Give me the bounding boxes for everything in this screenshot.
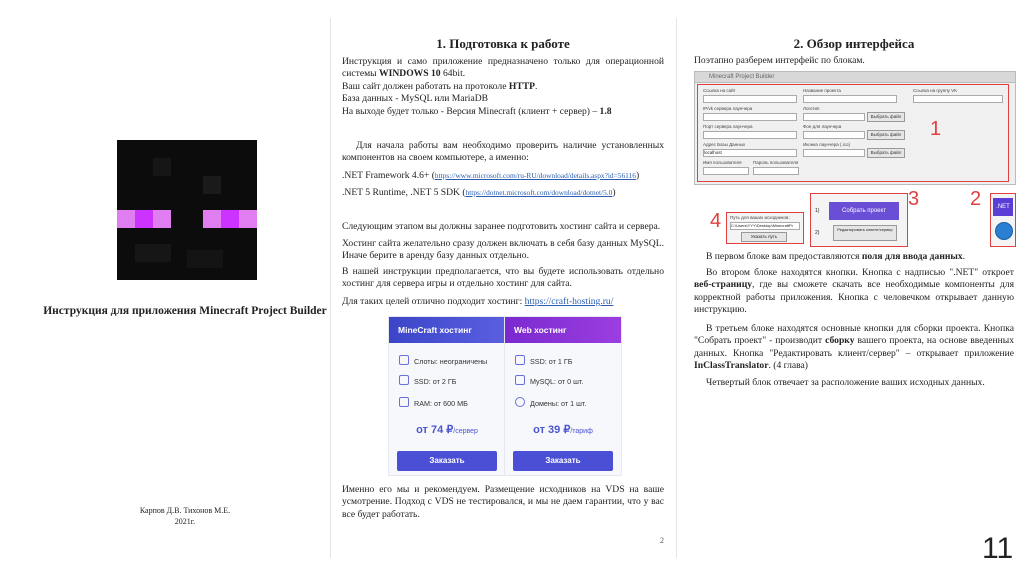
field-label: Логотип	[803, 106, 820, 111]
year: 2021г.	[174, 517, 196, 526]
field-label: Адрес Базы Данных	[703, 142, 746, 147]
block-2-frame	[990, 193, 1016, 247]
block-number-4: 4	[710, 210, 722, 232]
project-name-input[interactable]	[803, 95, 897, 103]
card-feature: SSD: от 1 ГБ	[515, 355, 573, 366]
icon-input[interactable]	[803, 149, 865, 157]
globe-icon	[515, 397, 525, 407]
site-url-input[interactable]	[703, 95, 797, 103]
field-label: IP/vk сервера лаунчера	[703, 106, 753, 111]
hosting-recommend-line: Для таких целей отлично подходит хостинг: https://craft-hosting.ru/	[342, 296, 614, 307]
field-label: Порт сервера лаунчера	[703, 124, 753, 129]
page-divider	[330, 18, 331, 558]
document-title: Инструкция для приложения Minecraft Project Builder	[43, 305, 327, 317]
set-path-button[interactable]: Указать путь	[741, 232, 787, 242]
field-label: Иконка лаунчера (.ico)	[803, 142, 850, 147]
hosting-db-paragraph: Хостинг сайта желательно сразу должен включать в себя базу данных MySQL. Иначе берите в аренду базу данных отдельно.	[342, 238, 664, 262]
field-label: Ссылка на группу VK	[913, 88, 958, 93]
authors-block	[60, 505, 310, 527]
web-hosting-card	[504, 316, 622, 476]
choose-file-button[interactable]: Выбрать файл	[867, 112, 905, 122]
edit-client-server-button[interactable]: Редактировать клиент/сервер	[833, 225, 897, 241]
launcher-ip-input[interactable]	[703, 113, 797, 121]
password-input[interactable]	[753, 167, 799, 175]
path-label: Путь для ваших исходников:	[730, 215, 790, 220]
intro-line: Поэтапно разберем интерфейс по блокам.	[694, 55, 865, 66]
page-number: 2	[660, 536, 664, 545]
choose-file-button[interactable]: Выбрать файл	[867, 130, 905, 140]
choose-file-button[interactable]: Выбрать файл	[867, 148, 905, 158]
block-3-frame	[810, 193, 908, 247]
field-label: Фон для лаунчера	[803, 124, 842, 129]
field-label: Название проекта	[803, 88, 841, 93]
slide-number: 11	[982, 532, 1014, 565]
launcher-port-input[interactable]	[703, 131, 797, 139]
field-label: Пароль пользователя	[753, 160, 799, 165]
field-label: Ссылка на сайт	[703, 88, 736, 93]
username-input[interactable]	[703, 167, 749, 175]
help-person-icon[interactable]	[995, 222, 1013, 240]
block2-description: Во втором блоке находятся кнопки. Кнопка с надписью ".NET" откроет веб-страницу, где вы сможете скачать все необходимые компоненты для корректной работы приложения. Кнопка с человечком открывает данную инструкцию.	[694, 267, 1014, 316]
order-button[interactable]: Заказать	[397, 451, 497, 471]
card-title: MineCraft хостинг	[389, 317, 505, 343]
recommend-paragraph: Именно его мы и рекомендуем. Размещение исходников на VDS на ваше усмотрение. Подход с VDS не тестировался, и мы не даем гарантии, что у вас все будет работать.	[342, 484, 664, 520]
window-title: Minecraft Project Builder	[695, 72, 1015, 83]
field-label: Имя пользователя	[703, 160, 742, 165]
section-heading: 1. Подготовка к работе	[436, 36, 570, 51]
enderman-skin-image	[117, 140, 257, 280]
vk-url-input[interactable]	[913, 95, 1003, 103]
ssd-icon	[399, 375, 409, 385]
card-feature: MySQL: от 0 шт.	[515, 375, 583, 386]
card-title: Web хостинг	[505, 317, 621, 343]
net-button[interactable]: .NET	[993, 198, 1013, 216]
build-project-button[interactable]: Собрать проект	[829, 202, 899, 220]
db-address-input[interactable]: localhost	[703, 149, 797, 157]
net-framework-line: .NET Framework 4.6+ (https://www.microsoft.com/ru-RU/download/details.aspx?id=56116)	[342, 170, 640, 181]
check-paragraph: Для начала работы вам необходимо проверить наличие установленных компонентов на своем компьютере, а именно:	[342, 140, 664, 164]
card-feature: SSD: от 2 ГБ	[399, 375, 457, 386]
app-window-screenshot	[694, 71, 1016, 185]
net5-line: .NET 5 Runtime, .NET 5 SDK (https://dotnet.microsoft.com/download/dotnet/5.0)	[342, 187, 616, 198]
authors: Карпов Д.В. Тихонов М.Е.	[139, 506, 231, 515]
block4-description: Четвертый блок отвечает за расположение ваших исходных данных.	[706, 377, 985, 388]
card-feature: Слоты: неограничены	[399, 355, 487, 366]
ram-icon	[399, 397, 409, 407]
block3-description: В третьем блоке находятся основные кнопки для сборки проекта. Кнопка "Собрать проект" - производит сборку вашего проекта, на основе введенных данных. Кнопка "Редактировать клиент/сервер" – открывает приложение InClassTranslator. (4 глава)	[694, 323, 1014, 372]
net-framework-link[interactable]: https://www.microsoft.com/ru-RU/download/details.aspx?id=56116	[434, 171, 636, 180]
step-label: 2)	[815, 230, 820, 236]
minecraft-hosting-card	[388, 316, 506, 476]
intro-paragraph: Инструкция и само приложение предназначено только для операционной системы WINDOWS 10 64bit. Ваш сайт должен работать на протоколе HTTP. База данных - MySQL или MariaDB На выходе будет только - Версия Minecraft (клиент + сервер) – 1.8	[342, 56, 664, 117]
card-price: от 39 ₽/тариф	[533, 424, 593, 436]
block-number-3: 3	[908, 188, 920, 210]
path-input[interactable]: C:\Users\YYY\Desktop\MinecraftPr	[730, 222, 800, 230]
ssd-icon	[515, 355, 525, 365]
step-label: 1)	[815, 208, 820, 214]
database-icon	[515, 375, 525, 385]
order-button[interactable]: Заказать	[513, 451, 613, 471]
logo-input[interactable]	[803, 113, 865, 121]
card-feature: RAM: от 600 МБ	[399, 397, 468, 408]
page-divider	[676, 18, 677, 558]
card-price: от 74 ₽/сервер	[416, 424, 478, 436]
block1-description: В первом блоке вам предоставляются поля для ввода данных.	[706, 251, 966, 262]
block-number-1: 1	[930, 118, 942, 140]
block-number-2: 2	[970, 188, 982, 210]
card-feature: Домены: от 1 шт.	[515, 397, 586, 408]
craft-hosting-link[interactable]: https://craft-hosting.ru/	[524, 296, 614, 307]
slots-icon	[399, 355, 409, 365]
our-instruction-paragraph: В нашей инструкции предполагается, что вы будете использовать отдельно хостинг для сервера игры и отдельно хостинг для сайта.	[342, 266, 664, 290]
next-step-paragraph: Следующим этапом вы должны заранее подготовить хостинг сайта и сервера.	[342, 221, 661, 232]
section-heading: 2. Обзор интерфейса	[793, 36, 915, 51]
block-4-frame	[726, 212, 804, 244]
background-input[interactable]	[803, 131, 865, 139]
net5-link[interactable]: https://dotnet.microsoft.com/download/dotnet/5.0	[465, 188, 613, 197]
